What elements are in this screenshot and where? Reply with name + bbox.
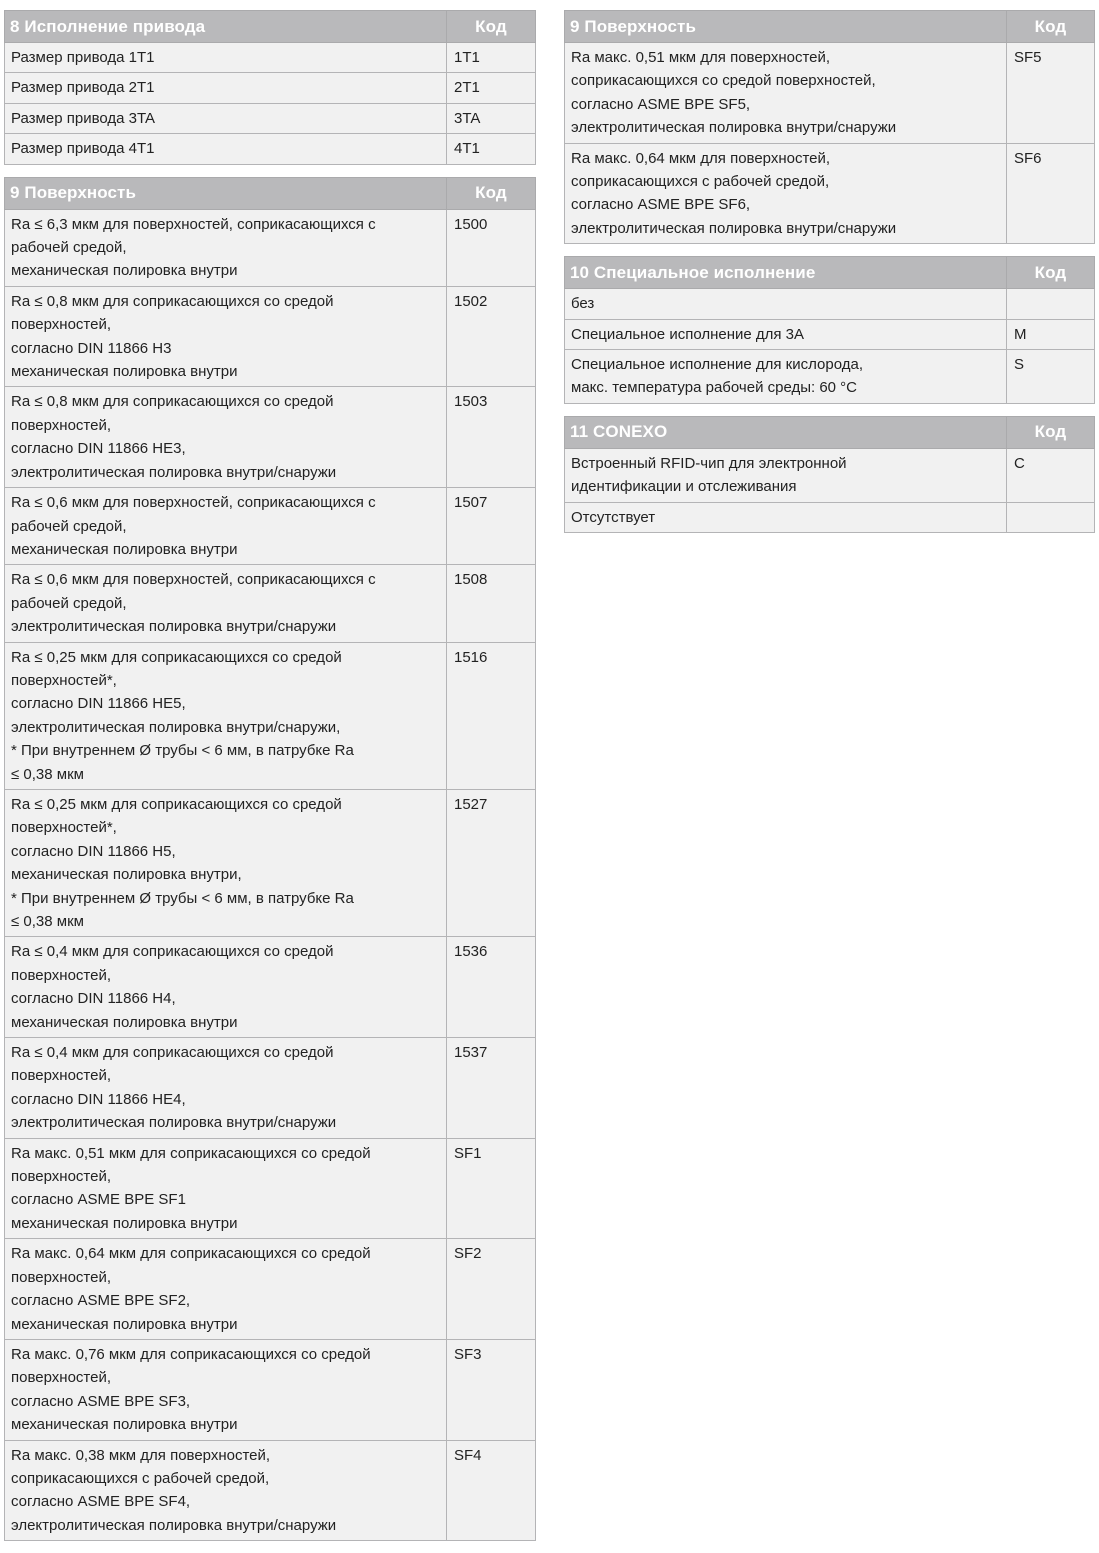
option-code: 1508	[447, 565, 536, 642]
section-title: 8 Исполнение привода	[5, 11, 447, 43]
option-description: Ra ≤ 0,6 мкм для поверхностей, соприкасающихся с рабочей средой, механическая полировка внутри	[5, 488, 447, 565]
option-code: 1503	[447, 387, 536, 488]
option-description: Ra ≤ 0,4 мкм для соприкасающихся со средой поверхностей, согласно DIN 11866 H4, механическая полировка внутри	[5, 937, 447, 1038]
option-description: Размер привода 2T1	[5, 73, 447, 103]
table-row	[5, 642, 536, 789]
table-row	[5, 1239, 536, 1340]
table-row	[565, 143, 1095, 244]
option-description: Ra ≤ 0,8 мкм для соприкасающихся со средой поверхностей, согласно DIN 11866 H3 механическая полировка внутри	[5, 286, 447, 387]
section-title: 10 Специальное исполнение	[565, 257, 1007, 289]
table-row	[5, 286, 536, 387]
table-actuator-version	[4, 10, 536, 165]
table-row	[565, 319, 1095, 349]
table-row	[565, 502, 1095, 532]
table-row	[5, 43, 536, 73]
option-code: SF2	[447, 1239, 536, 1340]
option-description: Ra ≤ 0,25 мкм для соприкасающихся со средой поверхностей*, согласно DIN 11866 H5, механическая полировка внутри, * При внутреннем Ø трубы < 6 мм, в патрубке Ra ≤ 0,38 мкм	[5, 789, 447, 936]
option-code: 1516	[447, 642, 536, 789]
table-header	[5, 11, 536, 43]
section-title: 9 Поверхность	[565, 11, 1007, 43]
option-code: M	[1007, 319, 1095, 349]
code-column-header: Код	[1007, 11, 1095, 43]
table-surface-continued	[564, 10, 1095, 244]
code-column-header: Код	[1007, 416, 1095, 448]
table-special-version	[564, 256, 1095, 404]
option-description: Ra ≤ 0,4 мкм для соприкасающихся со средой поверхностей, согласно DIN 11866 HE4, электролитическая полировка внутри/снаружи	[5, 1038, 447, 1139]
option-code: C	[1007, 448, 1095, 502]
table-row	[5, 1440, 536, 1541]
table-row	[5, 209, 536, 286]
option-code: 1527	[447, 789, 536, 936]
table-header	[565, 257, 1095, 289]
option-description: Размер привода 3TA	[5, 103, 447, 133]
table-row	[5, 565, 536, 642]
left-column	[4, 10, 536, 1553]
option-code: SF3	[447, 1339, 536, 1440]
table-row	[5, 488, 536, 565]
option-code: SF1	[447, 1138, 536, 1239]
option-code: 4T1	[447, 134, 536, 164]
option-code: SF4	[447, 1440, 536, 1541]
option-code: 1537	[447, 1038, 536, 1139]
table-conexo	[564, 416, 1095, 533]
table-row	[565, 448, 1095, 502]
option-description: Ra ≤ 0,25 мкм для соприкасающихся со средой поверхностей*, согласно DIN 11866 HE5, электролитическая полировка внутри/снаружи, * При внутреннем Ø трубы < 6 мм, в патрубке Ra ≤ 0,38 мкм	[5, 642, 447, 789]
option-description: Размер привода 1T1	[5, 43, 447, 73]
table-row	[5, 937, 536, 1038]
table-row	[5, 134, 536, 164]
option-code: SF6	[1007, 143, 1095, 244]
option-code: S	[1007, 350, 1095, 404]
option-description: Ra макс. 0,51 мкм для поверхностей, соприкасающихся со средой поверхностей, согласно ASME BPE SF5, электролитическая полировка внутри/снаружи	[565, 43, 1007, 144]
table-row	[5, 73, 536, 103]
option-code: 3TA	[447, 103, 536, 133]
option-description: Ra ≤ 6,3 мкм для поверхностей, соприкасающихся с рабочей средой, механическая полировка внутри	[5, 209, 447, 286]
code-column-header: Код	[1007, 257, 1095, 289]
table-header	[565, 11, 1095, 43]
section-title: 11 CONEXO	[565, 416, 1007, 448]
option-description: Встроенный RFID-чип для электронной идентификации и отслеживания	[565, 448, 1007, 502]
option-code: SF5	[1007, 43, 1095, 144]
option-description: Ra макс. 0,76 мкм для соприкасающихся со средой поверхностей, согласно ASME BPE SF3, механическая полировка внутри	[5, 1339, 447, 1440]
option-description: Специальное исполнение для кислорода, макс. температура рабочей среды: 60 °C	[565, 350, 1007, 404]
option-description: Специальное исполнение для 3A	[565, 319, 1007, 349]
option-description: Ra макс. 0,64 мкм для соприкасающихся со средой поверхностей, согласно ASME BPE SF2, механическая полировка внутри	[5, 1239, 447, 1340]
table-header	[565, 416, 1095, 448]
table-header	[5, 177, 536, 209]
table-row	[565, 350, 1095, 404]
option-description: Ra макс. 0,64 мкм для поверхностей, соприкасающихся с рабочей средой, согласно ASME BPE SF6, электролитическая полировка внутри/снаружи	[565, 143, 1007, 244]
option-code: 1T1	[447, 43, 536, 73]
section-title: 9 Поверхность	[5, 177, 447, 209]
code-column-header: Код	[447, 11, 536, 43]
right-column	[564, 10, 1095, 545]
table-surface	[4, 177, 536, 1542]
option-description: Ra макс. 0,38 мкм для поверхностей, соприкасающихся с рабочей средой, согласно ASME BPE SF4, электролитическая полировка внутри/снаружи	[5, 1440, 447, 1541]
option-code: 1502	[447, 286, 536, 387]
table-row	[565, 289, 1095, 319]
table-row	[5, 1038, 536, 1139]
option-code	[1007, 289, 1095, 319]
option-description: Ra ≤ 0,6 мкм для поверхностей, соприкасающихся с рабочей средой, электролитическая полировка внутри/снаружи	[5, 565, 447, 642]
table-row	[5, 1138, 536, 1239]
option-code: 1500	[447, 209, 536, 286]
option-code	[1007, 502, 1095, 532]
table-row	[565, 43, 1095, 144]
code-column-header: Код	[447, 177, 536, 209]
option-description: без	[565, 289, 1007, 319]
table-row	[5, 387, 536, 488]
option-description: Ra ≤ 0,8 мкм для соприкасающихся со средой поверхностей, согласно DIN 11866 HE3, электролитическая полировка внутри/снаружи	[5, 387, 447, 488]
option-code: 1536	[447, 937, 536, 1038]
option-code: 2T1	[447, 73, 536, 103]
option-description: Отсутствует	[565, 502, 1007, 532]
table-row	[5, 1339, 536, 1440]
option-description: Ra макс. 0,51 мкм для соприкасающихся со средой поверхностей, согласно ASME BPE SF1 механическая полировка внутри	[5, 1138, 447, 1239]
table-row	[5, 789, 536, 936]
option-code: 1507	[447, 488, 536, 565]
table-row	[5, 103, 536, 133]
option-description: Размер привода 4T1	[5, 134, 447, 164]
